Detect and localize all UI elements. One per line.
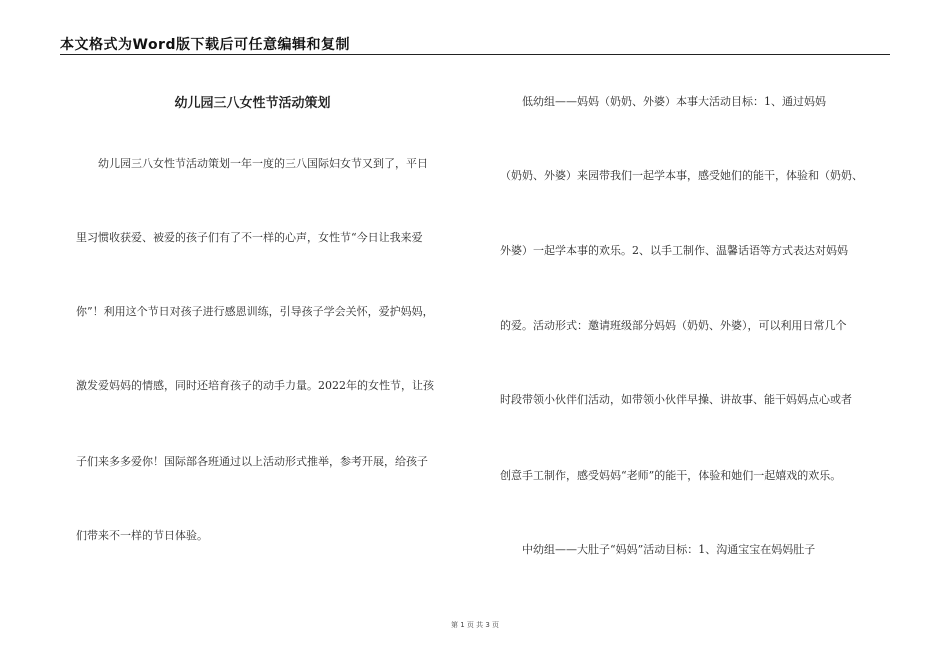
body-line: 时段带领小伙伴们活动，如带领小伙伴早操、讲故事、能干妈妈点心或者: [500, 393, 852, 406]
body-line: 幼儿园三八女性节活动策划一年一度的三八国际妇女节又到了，平日: [76, 157, 428, 170]
header-title: 本文格式为Word版下载后可任意编辑和复制: [60, 37, 350, 53]
body-line: （奶奶、外婆）来园带我们一起学本事，感受她们的能干，体验和（奶奶、: [500, 169, 863, 182]
right-column: [500, 0, 900, 672]
body-line: 的爱。活动形式：邀请班级部分妈妈（奶奶、外婆），可以利用日常几个: [500, 319, 847, 332]
body-line: 激发爱妈妈的情感，同时还培育孩子的动手力量。2022年的女性节，让孩: [76, 379, 434, 392]
page-number: 第 1 页 共 3 页: [450, 621, 500, 629]
left-column: [76, 0, 466, 672]
body-line: 创意手工制作，感受妈妈“老师”的能干，体验和她们一起嬉戏的欢乐。: [500, 469, 842, 482]
body-line: 们带来不一样的节日体验。: [76, 529, 208, 542]
body-line: 低幼组——妈妈（奶奶、外婆）本事大活动目标：1、通过妈妈: [500, 95, 826, 108]
body-line: 里习惯收获爱、被爱的孩子们有了不一样的心声，女性节“今日让我来爱: [76, 231, 423, 244]
body-line: 中幼组——大肚子“妈妈”活动目标：1、沟通宝宝在妈妈肚子: [500, 543, 816, 556]
document-title: 幼儿园三八女性节活动策划: [174, 96, 331, 111]
body-line: 你”！利用这个节日对孩子进行感恩训练，引导孩子学会关怀，爱护妈妈，: [76, 305, 434, 318]
body-line: 外婆）一起学本事的欢乐。2、以手工制作、温馨话语等方式表达对妈妈: [500, 244, 848, 257]
body-line: 子们来多多爱你！国际部各班通过以上活动形式推举，参考开展，给孩子: [76, 455, 428, 468]
